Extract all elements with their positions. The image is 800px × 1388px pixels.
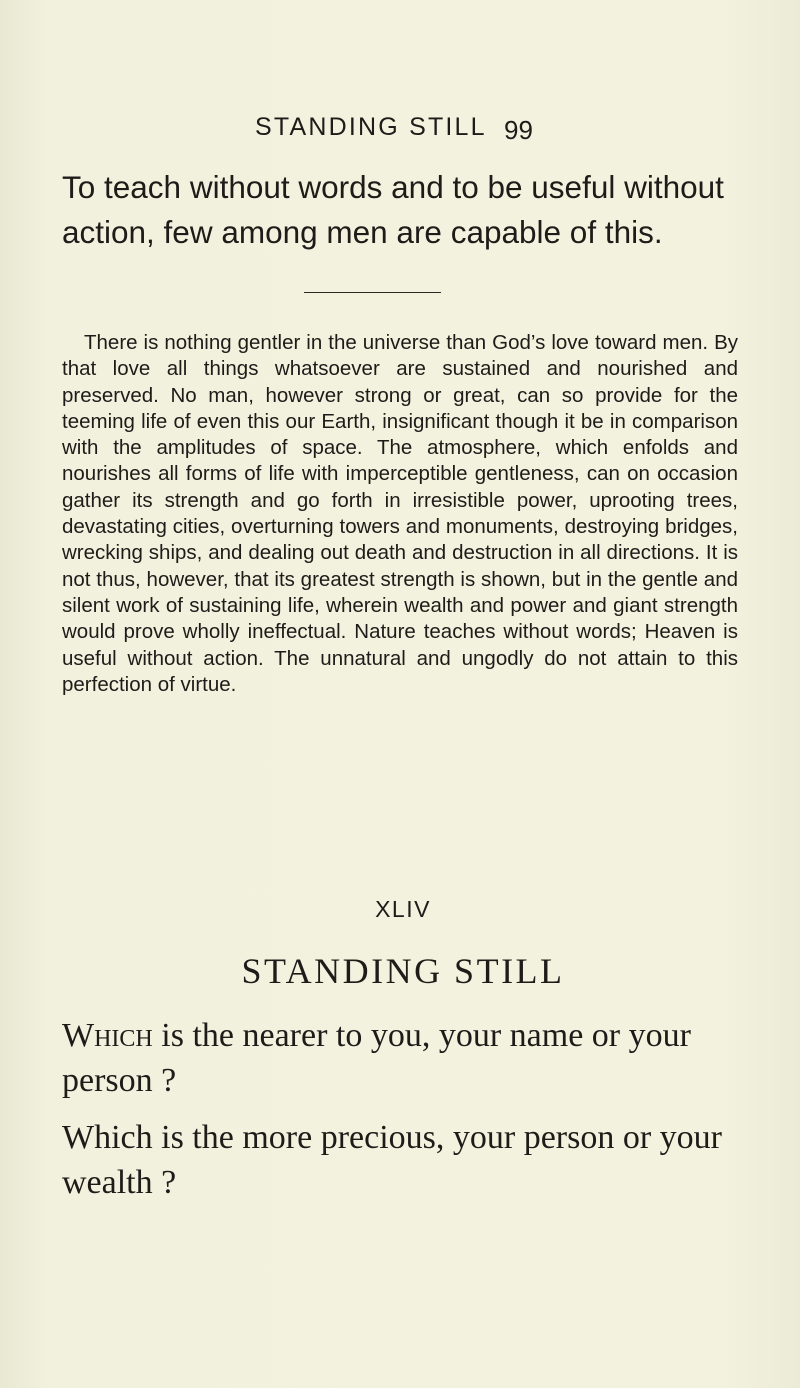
chapter-verse-2: Which is the more precious, your person or your wealth ? xyxy=(62,1119,722,1201)
chapter-verse-1 xyxy=(62,1013,752,1103)
chapter-number: XLIV xyxy=(375,896,431,922)
page-number: 99 xyxy=(504,115,533,145)
section-divider xyxy=(304,292,441,293)
chapter-title: STANDING STILL xyxy=(241,951,565,991)
running-head: STANDING STILL xyxy=(255,113,487,141)
commentary-paragraph: There is nothing gentler in the universe than God’s love toward men. By that love all things whatsoever are sustained and nourished and preserved. No man, however strong or great, can so provide for the teeming life of even this our Earth, insignificant though it be in comparison with the amplitudes of space. The atmosphere, which enfolds and nourishes all forms of life with imperceptible gentleness, can on occasion gather its strength and go forth in irresistible power, uprooting trees, devastating cities, overturning towers and monuments, destroying bridges, wrecking ships, and dealing out death and destruction in all directions. It is not thus, however, that its greatest strength is shown, but in the gentle and silent work of sustaining life, wherein wealth and power and giant strength would prove wholly ineffectual. Nature teaches without words; Heaven is useful without action. The unnatural and ungodly do not attain to this perfection of virtue. xyxy=(62,331,738,696)
verse-text: is the nearer to you, your name or your person ? xyxy=(62,1017,691,1099)
verse-lead-word: Which xyxy=(62,1017,153,1054)
closing-verse: To teach without words and to be useful without action, few among men are capable of this. xyxy=(62,169,724,250)
